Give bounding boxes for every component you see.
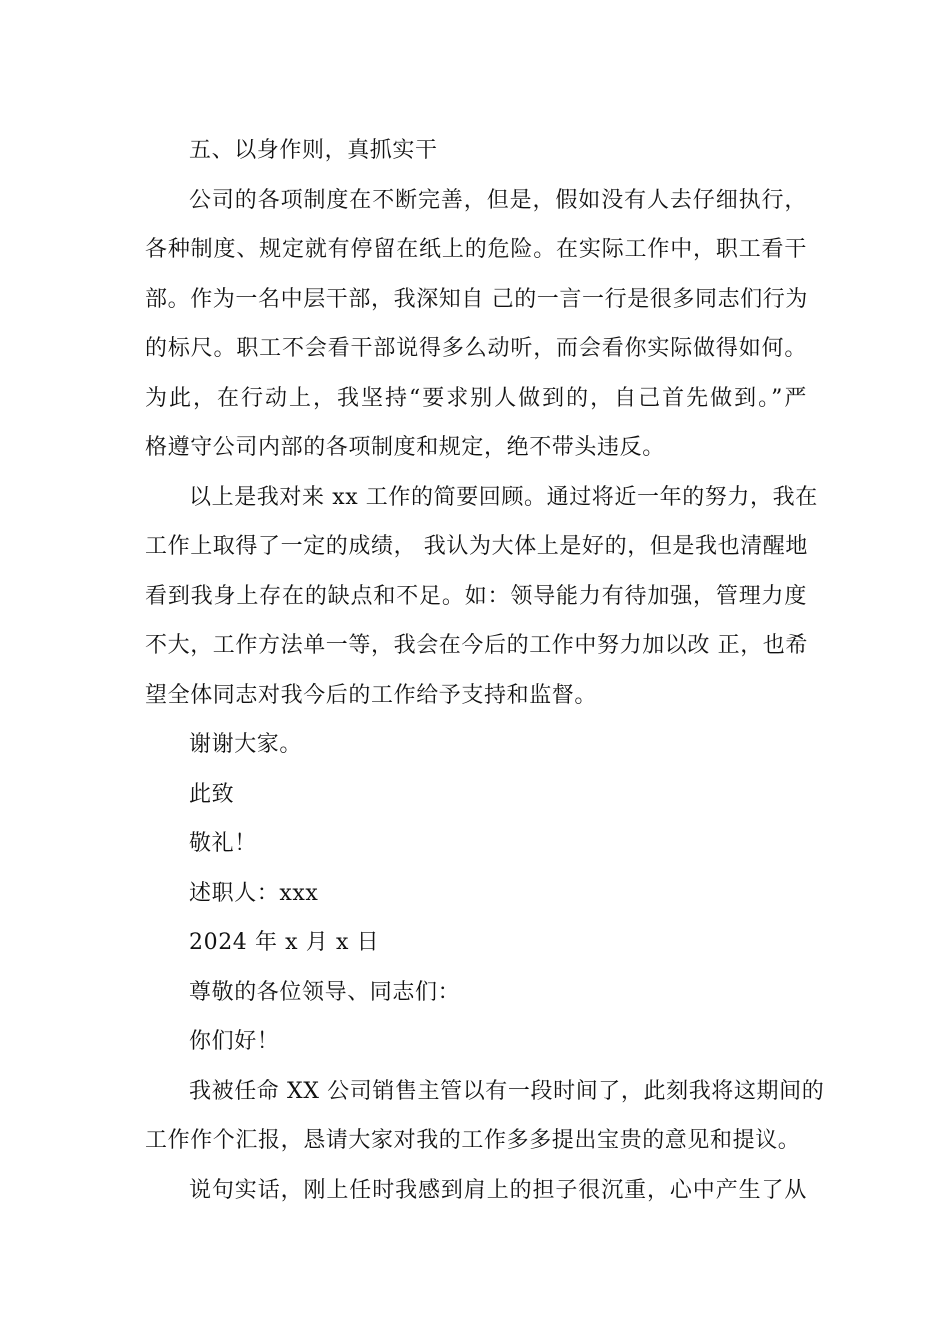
paragraph-appointment [145, 1067, 825, 1166]
text-line: 公司的各项制度在不断完善，但是，假如没有人去仔细执行， [189, 187, 807, 213]
section-heading: 五、以身作则，真抓实干 [189, 138, 438, 163]
text-line: 部。作为一名中层干部，我深知自 己的一言一行是很多同志们行为 [145, 286, 808, 312]
closing-salute: 敬礼！ [189, 831, 257, 856]
paragraph-lead-by-example [145, 176, 807, 473]
text-line: 说句实话，刚上任时我感到肩上的担子很沉重，心中产生了从 [189, 1177, 807, 1203]
text-line: 的标尺。职工不会看干部说得多么动听，而会看你实际做得如何。 [145, 336, 807, 361]
greeting-line: 你们好！ [189, 1029, 280, 1054]
text-line: 各种制度、规定就有停留在纸上的危险。在实际工作中，职工看干 [145, 237, 807, 262]
paragraph-summary [145, 473, 818, 721]
text-line: 以上是我对来 xx 工作的简要回顾。通过将近一年的努力，我在 [189, 484, 818, 510]
text-line: 工作上取得了一定的成绩， 我认为大体上是好的，但是我也清醒地 [145, 534, 808, 559]
text-line: 看到我身上存在的缺点和不足。如：领导能力有待加强，管理力度 [145, 583, 807, 609]
text-line: 望全体同志对我今后的工作给予支持和监督。 [145, 682, 598, 708]
paragraph-honest-words [145, 1166, 807, 1216]
text-line: 工作作个汇报，恳请大家对我的工作多多提出宝贵的意见和提议。 [145, 1128, 801, 1153]
text-line: 我被任命 XX 公司销售主管以有一段时间了，此刻我将这期间的 [189, 1078, 825, 1104]
text-line: 不大，工作方法单一等，我会在今后的工作中努力加以改 正，也希 [145, 633, 808, 658]
text-line: 格遵守公司内部的各项制度和规定，绝不带头违反。 [145, 435, 665, 460]
salutation-line: 尊敬的各位领导、同志们： [189, 979, 461, 1005]
thanks-line: 谢谢大家。 [189, 732, 303, 757]
signer-line: 述职人：xxx [189, 880, 319, 906]
date-line: 2024 年 x 月 x 日 [189, 930, 380, 955]
text-line: 为此，在行动上，我坚持“要求别人做到的，自己首先做到。”严 [145, 385, 807, 411]
closing-line: 此致 [189, 781, 235, 807]
document-body [145, 126, 825, 1215]
